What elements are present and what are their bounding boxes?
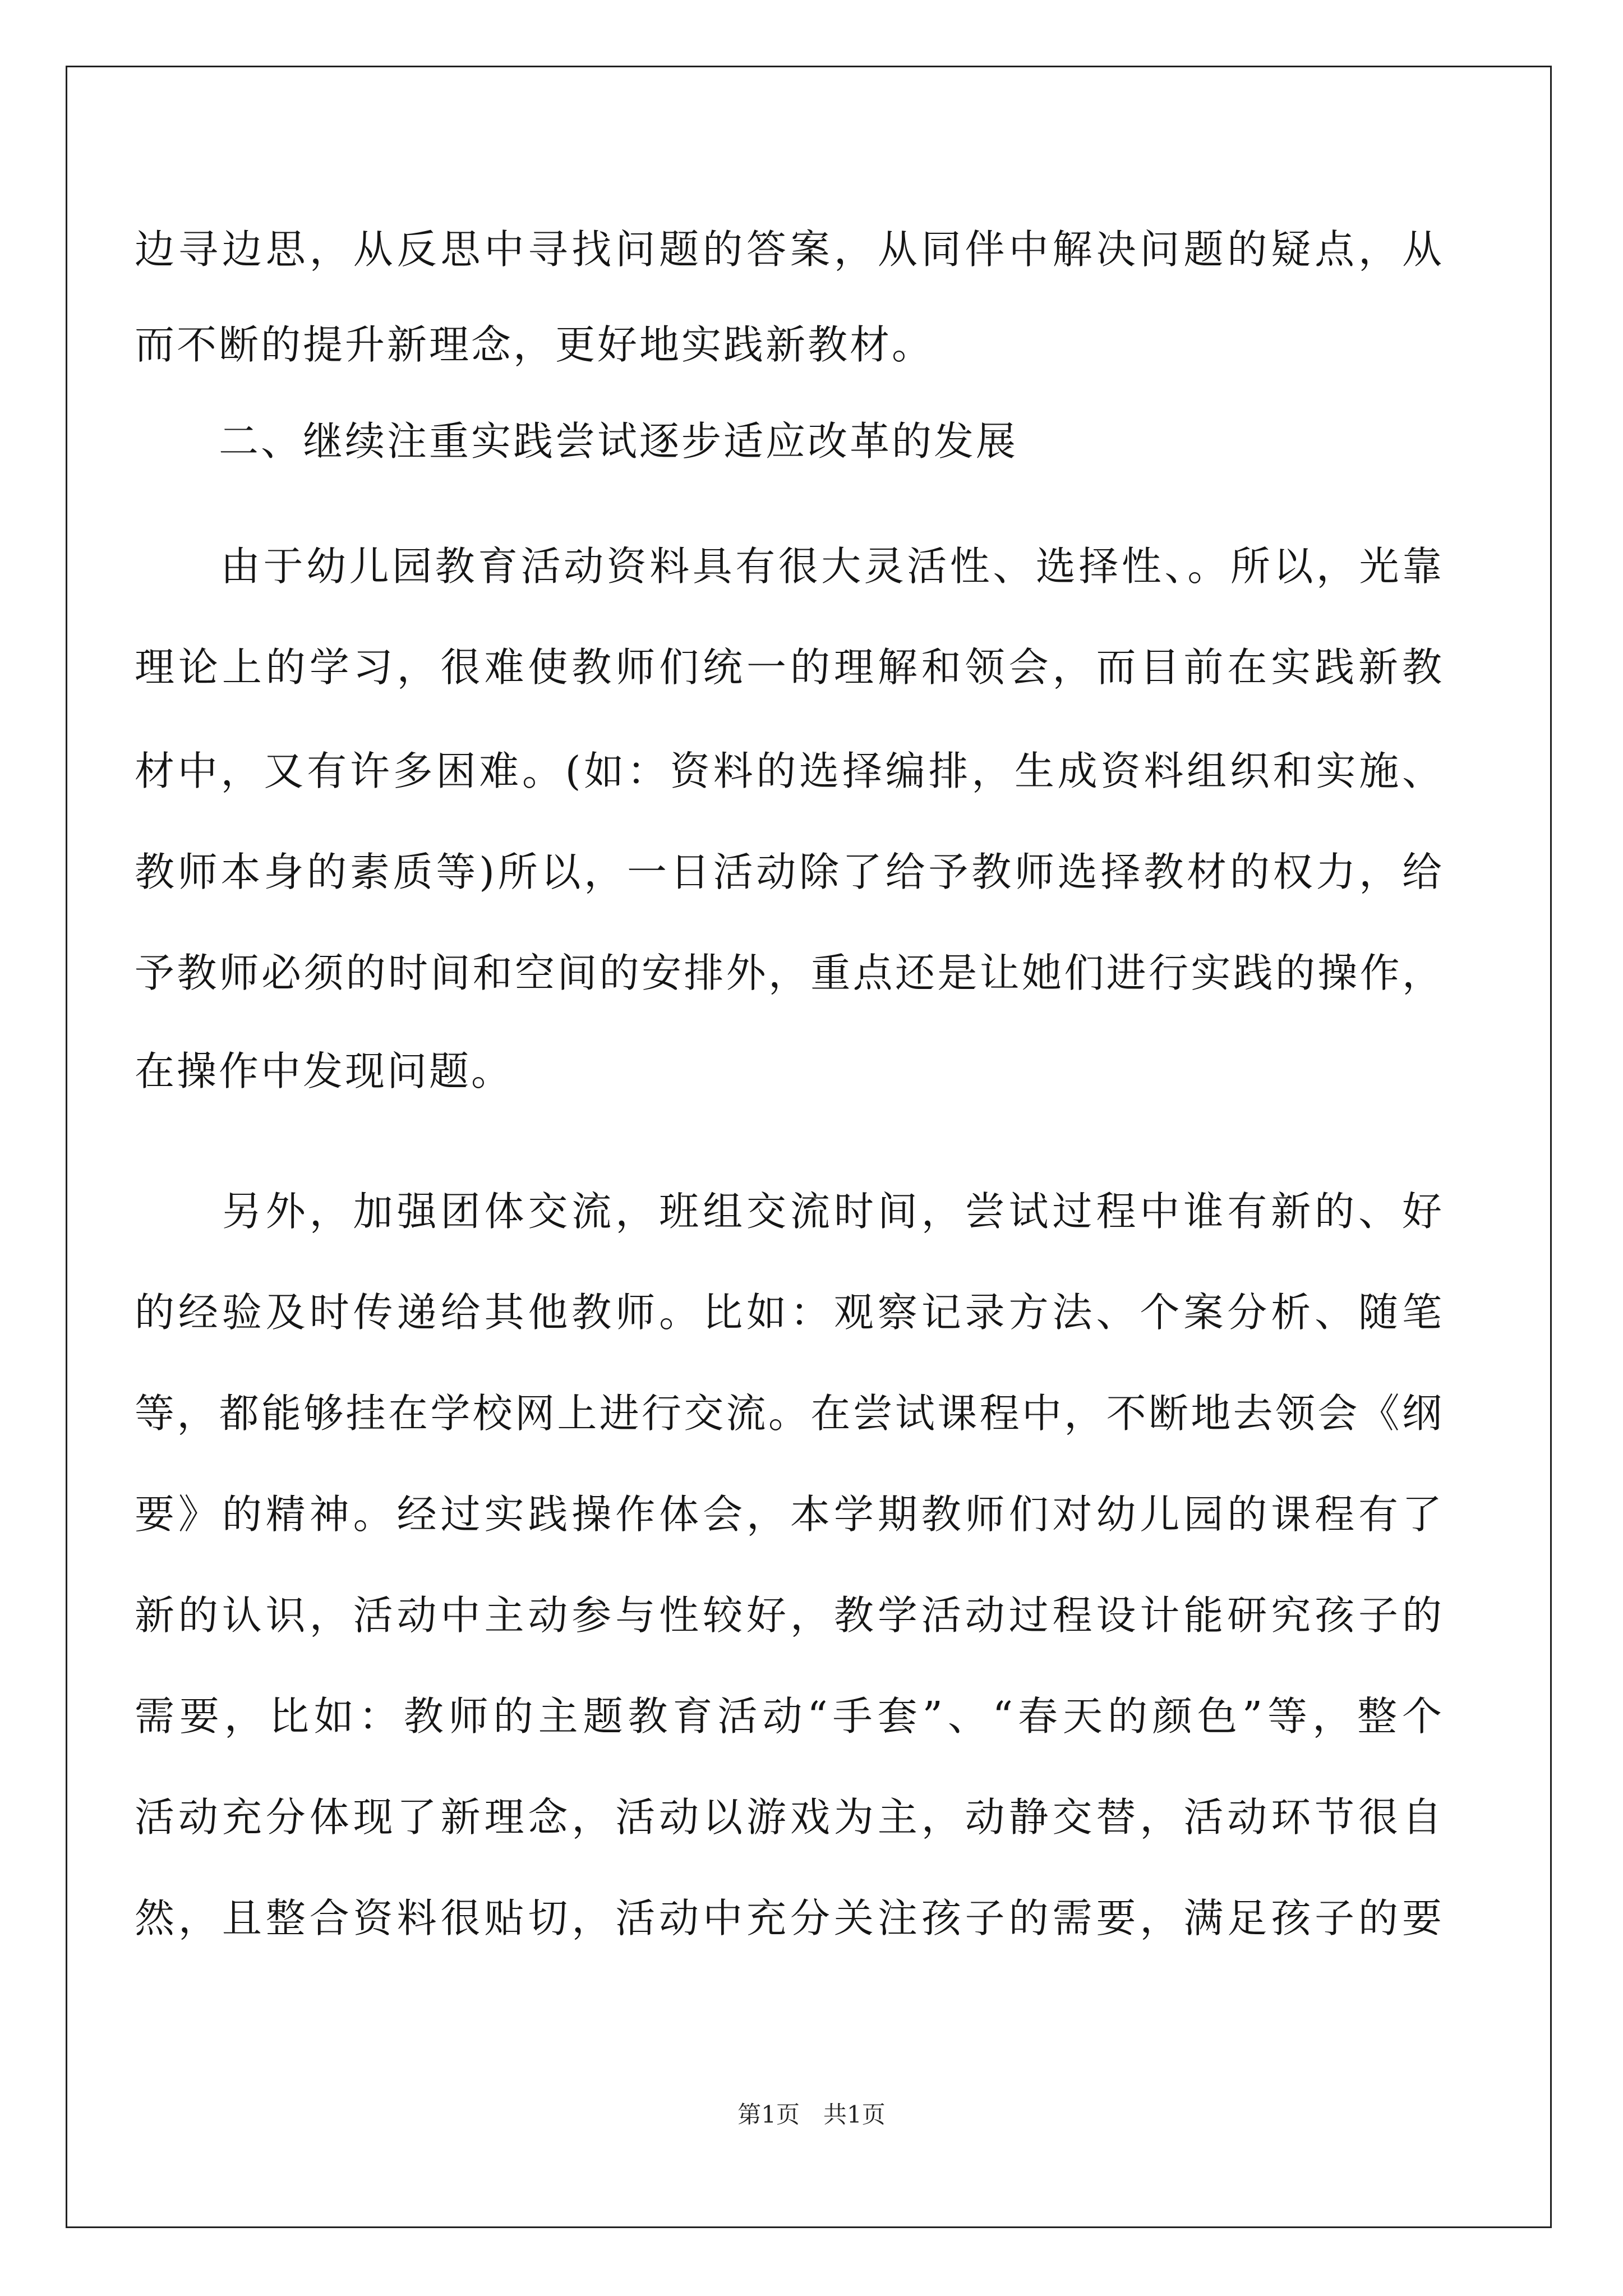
section-heading: 二、继续注重实践尝试逐步适应改革的发展 [135,418,1018,464]
text-line: 理论上的学习，很难使教师们统一的理解和领会，而目前在实践新教 [135,644,1444,691]
text-line: 要》的精神。经过实践操作体会，本学期教师们对幼儿园的课程有了 [135,1491,1444,1538]
page-footer [0,2098,1623,2132]
text-line: 予教师必须的时间和空间的安排外，重点还是让她们进行实践的操作， [135,950,1444,996]
text-line: 的经验及时传递给其他教师。比如：观察记录方法、个案分析、随笔 [135,1289,1444,1336]
text-line: 由于幼儿园教育活动资料具有很大灵活性、选择性、。所以，光靠 [135,543,1444,590]
page-number: 第1页 共1页 [737,2101,886,2128]
text-line: 另外，加强团体交流，班组交流时间，尝试过程中谁有新的、好 [135,1188,1444,1235]
text-line: 需要，比如：教师的主题教育活动“手套”、“春天的颜色”等，整个 [135,1693,1444,1740]
text-line: 在操作中发现问题。 [135,1048,514,1094]
text-line: 活动充分体现了新理念，活动以游戏为主，动静交替，活动环节很自 [135,1794,1444,1841]
text-line: 而不断的提升新理念，更好地实践新教材。 [135,321,934,368]
text-line: 教师本身的素质等)所以，一日活动除了给予教师选择教材的权力，给 [135,849,1444,895]
text-line: 等，都能够挂在学校网上进行交流。在尝试课程中，不断地去领会《纲 [135,1390,1444,1437]
text-line: 新的认识，活动中主动参与性较好，教学活动过程设计能研究孩子的 [135,1592,1444,1639]
text-line: 材中，又有许多困难。(如：资料的选择编排，生成资料组织和实施、 [135,748,1444,794]
text-line: 然，且整合资料很贴切，活动中充分关注孩子的需要，满足孩子的要 [135,1895,1444,1941]
text-line: 边寻边思，从反思中寻找问题的答案，从同伴中解决问题的疑点，从 [135,226,1444,273]
